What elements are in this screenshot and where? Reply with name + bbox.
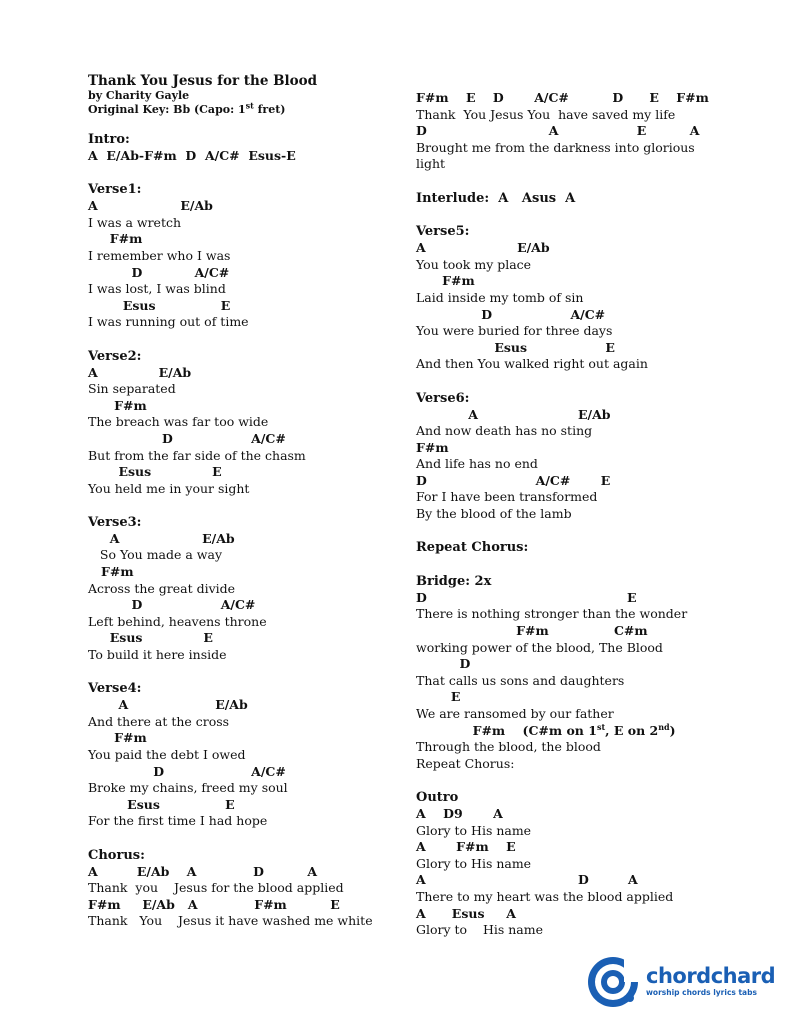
chord-line: D xyxy=(416,656,471,672)
lyric-line: The breach was far too wide xyxy=(88,414,269,430)
chord-line: Esus E xyxy=(88,796,235,812)
chord-line: Esus E xyxy=(416,339,615,355)
right-lines xyxy=(416,90,709,939)
lyric-line: light xyxy=(416,156,446,172)
chord-line: E xyxy=(416,689,461,705)
lyric-line: There to my heart was the blood applied xyxy=(416,888,674,904)
chord-line: F#m C#m xyxy=(416,623,648,639)
lyric-line: And then You walked right out again xyxy=(416,356,648,372)
logo-tagline: worship chords lyrics tabs xyxy=(646,988,757,997)
chord-line: F#m E/Ab A F#m E xyxy=(88,896,340,912)
song-title: Thank You Jesus for the Blood xyxy=(88,73,318,89)
lyric-line: Thank You Jesus it have washed me white xyxy=(88,913,373,929)
lyric-line: Glory to His name xyxy=(416,855,532,871)
lyric-line: I was a wretch xyxy=(88,214,182,230)
spacer xyxy=(88,497,398,514)
spacer xyxy=(416,772,706,789)
chord-line: A E/Ab xyxy=(416,240,550,256)
section-heading: Verse2: xyxy=(88,348,142,364)
lyric-line: Through the blood, the blood xyxy=(416,739,601,755)
lyric-line: working power of the blood, The Blood xyxy=(416,639,663,655)
chord-line: A E/Ab xyxy=(88,364,192,380)
lyric-line: For the first time I had hope xyxy=(88,813,268,829)
chord-line: F#m xyxy=(88,564,134,580)
lyric-line: Left behind, heavens throne xyxy=(88,613,267,629)
song-artist: by Charity Gayle xyxy=(88,89,190,102)
spacer xyxy=(88,830,398,847)
lyric-line: And there at the cross xyxy=(88,713,230,729)
chord-line: F#m xyxy=(416,273,475,289)
spacer xyxy=(416,523,706,540)
chord-line: F#m xyxy=(416,439,449,455)
chord-line: A Esus A xyxy=(416,905,516,921)
lyric-line: Thank You Jesus You have saved my life xyxy=(416,106,676,122)
chord-line: Esus E xyxy=(88,630,213,646)
chordchard-logo-icon xyxy=(586,954,642,1010)
spacer xyxy=(88,331,398,348)
lyric-line: Brought me from the darkness into glorious xyxy=(416,139,695,155)
lyric-line: Broke my chains, freed my soul xyxy=(88,780,288,796)
lyric-line: Glory to His name xyxy=(416,922,544,938)
lyric-line: I was lost, I was blind xyxy=(88,281,226,297)
lyric-line: We are ransomed by our father xyxy=(416,706,614,721)
lyric-line: Across the great divide xyxy=(88,580,236,596)
chordchard-logo[interactable] xyxy=(586,956,776,1008)
lyric-line: By the blood of the lamb xyxy=(416,506,572,522)
chord-line: F#m (C#m on 1st, E on 2nd) xyxy=(416,721,676,738)
chord-line: F#m xyxy=(88,397,147,413)
section-heading: Interlude: A Asus A xyxy=(416,190,576,206)
lyric-line: You held me in your sight xyxy=(88,480,250,496)
lyric-line: To build it here inside xyxy=(88,647,227,663)
chord-line: D A/C# E xyxy=(416,472,611,488)
lyric-line: Thank you Jesus for the blood applied xyxy=(88,880,344,896)
chord-line: D A E A xyxy=(416,123,700,139)
lyric-line: And now death has no sting xyxy=(416,423,593,439)
section-heading: Verse5: xyxy=(416,224,470,240)
lyric-line: I remember who I was xyxy=(88,247,231,263)
section-heading: Outro xyxy=(416,789,459,805)
left-lines xyxy=(88,131,398,930)
section-heading: Repeat Chorus: xyxy=(416,540,529,556)
spacer xyxy=(88,664,398,681)
spacer xyxy=(416,373,706,390)
chord-line: A E/Ab xyxy=(88,530,235,546)
chord-line: D A/C# xyxy=(416,306,606,322)
lyric-line: Sin separated xyxy=(88,381,176,397)
chord-line: D A/C# xyxy=(88,597,256,613)
left-column xyxy=(88,73,398,930)
chord-line: A F#m E xyxy=(416,839,516,855)
chord-line: A E/Ab xyxy=(88,198,213,214)
section-heading: Verse1: xyxy=(88,182,142,198)
chord-line: A D A xyxy=(416,872,638,888)
spacer xyxy=(416,207,706,224)
section-heading: Bridge: 2x xyxy=(416,573,492,589)
spacer xyxy=(416,173,706,190)
chord-line: A E/Ab-F#m D A/C# Esus-E xyxy=(88,148,296,163)
chord-line: D E xyxy=(416,589,637,605)
chord-line: F#m xyxy=(88,730,147,746)
chord-line: A E/Ab xyxy=(88,697,248,713)
chord-line: Esus E xyxy=(88,464,222,480)
section-heading: Verse3: xyxy=(88,514,142,530)
lyric-line: Repeat Chorus: xyxy=(416,755,515,771)
chord-line: D A/C# xyxy=(88,763,286,779)
lyric-line: But from the far side of the chasm xyxy=(88,447,306,463)
section-heading: Intro: xyxy=(88,132,130,147)
lyric-line: There is nothing stronger than the wonder xyxy=(416,606,688,622)
chord-line: Esus E xyxy=(88,297,231,313)
chord-line: D A/C# xyxy=(88,264,230,280)
lyric-line: And life has no end xyxy=(416,456,538,472)
lyric-line: So You made a way xyxy=(88,547,223,563)
chord-line: F#m xyxy=(88,231,143,247)
lyric-line: I was running out of time xyxy=(88,314,249,330)
chord-line: A E/Ab xyxy=(416,406,611,422)
section-heading: Verse4: xyxy=(88,681,142,697)
lyric-line: That calls us sons and daughters xyxy=(416,672,625,688)
lyric-line: You took my place xyxy=(416,256,532,272)
lyric-line: You paid the debt I owed xyxy=(88,747,246,762)
chord-line: A E/Ab A D A xyxy=(88,863,318,879)
chord-line: A D9 A xyxy=(416,805,503,821)
section-heading: Chorus: xyxy=(88,847,145,863)
section-heading: Verse6: xyxy=(416,390,470,406)
chord-line: D A/C# xyxy=(88,430,286,446)
lyric-line: Glory to His name xyxy=(416,822,532,838)
right-column xyxy=(416,90,709,939)
lyric-line: Laid inside my tomb of sin xyxy=(416,289,584,305)
lyric-line: For I have been transformed xyxy=(416,489,598,505)
original-key: Original Key: Bb (Capo: 1st fret) xyxy=(88,100,286,116)
logo-wordmark: chordchard xyxy=(646,964,776,988)
lyric-line: You were buried for three days xyxy=(416,323,613,339)
spacer xyxy=(416,556,706,573)
spacer xyxy=(88,165,398,182)
chord-line: F#m E D A/C# D E F#m xyxy=(416,90,709,105)
